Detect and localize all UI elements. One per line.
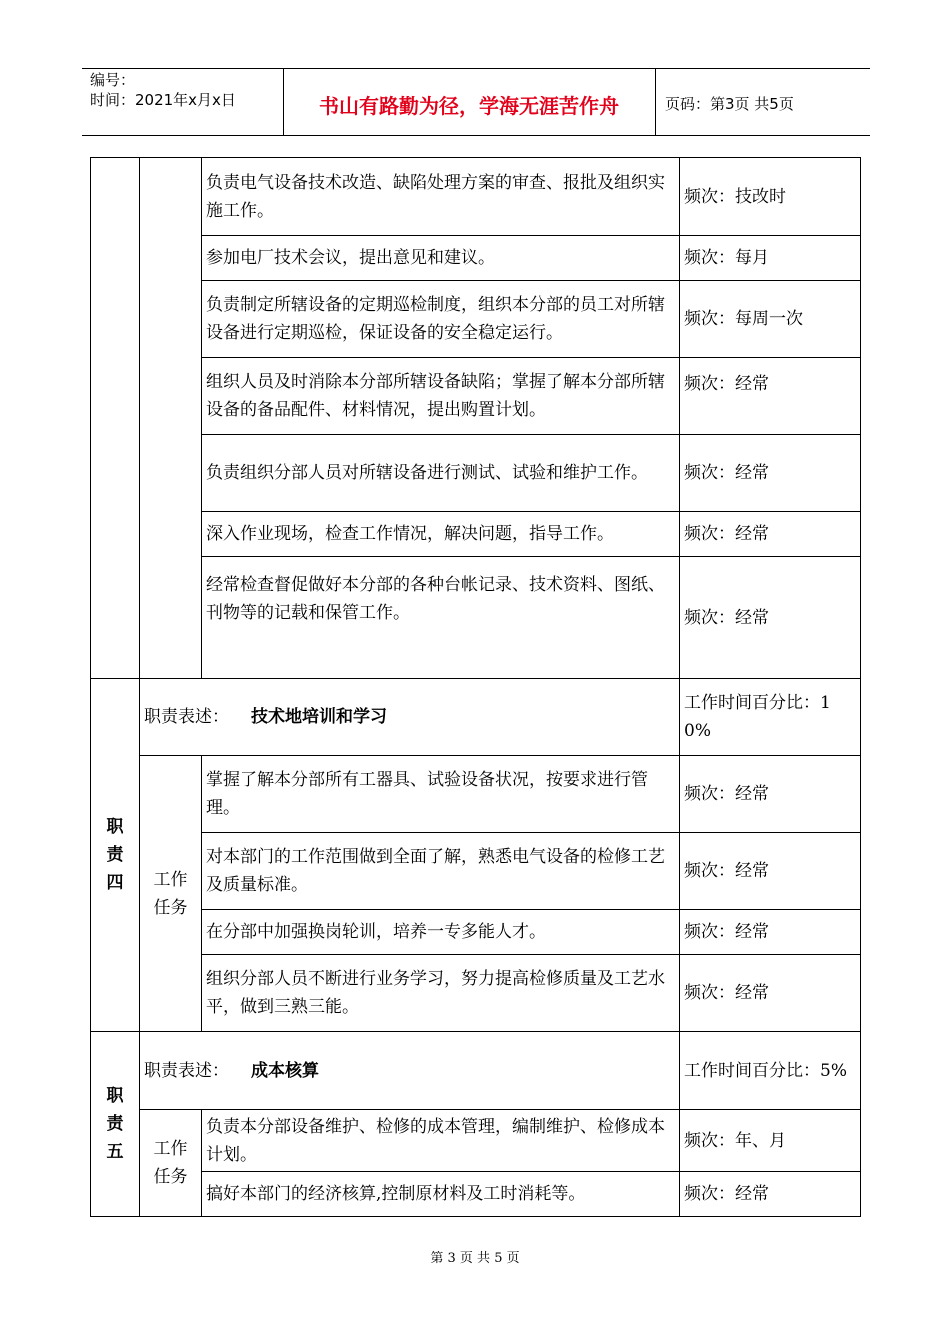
description-title: 技术地培训和学习 — [251, 707, 387, 727]
page-footer: 第 3 页 共 5 页 — [430, 1251, 520, 1266]
header-page-info: 页码：第3页 共5页 — [665, 95, 794, 113]
task-text: 在分部中加强换岗轮训，培养一专多能人才。 — [202, 910, 680, 955]
section3-label-cell — [91, 158, 140, 679]
table-row — [91, 281, 861, 358]
task-frequency: 频次：经常 — [680, 358, 861, 435]
task-frequency: 频次：经常 — [680, 557, 861, 679]
task-frequency: 频次：经常 — [680, 435, 861, 512]
section4-description — [140, 679, 680, 756]
table-row — [91, 955, 861, 1032]
time-percentage: 工作时间百分比：10% — [680, 679, 861, 756]
task-text: 深入作业现场，检查工作情况，解决问题，指导工作。 — [202, 512, 680, 557]
task-text: 搞好本部门的经济核算,控制原材料及工时消耗等。 — [202, 1172, 680, 1217]
task-frequency: 频次：经常 — [680, 955, 861, 1032]
task-text: 负责本分部设备维护、检修的成本管理，编制维护、检修成本计划。 — [202, 1110, 680, 1172]
header-time: 时间：2021年x月x日 — [90, 91, 236, 109]
description-title: 成本核算 — [251, 1060, 319, 1081]
table-row — [91, 833, 861, 910]
time-percentage: 工作时间百分比：5% — [680, 1032, 861, 1110]
task-frequency: 频次：技改时 — [680, 158, 861, 236]
header-bottom-rule — [82, 135, 870, 136]
section5-description — [140, 1032, 680, 1110]
header-divider-right — [655, 68, 656, 135]
table-row — [91, 236, 861, 281]
task-frequency: 频次：经常 — [680, 833, 861, 910]
task-frequency: 频次：年、月 — [680, 1110, 861, 1172]
table-row — [91, 679, 861, 756]
header-top-rule — [82, 68, 870, 69]
section5-label: 职 责 五 — [91, 1032, 140, 1217]
table-row — [91, 1110, 861, 1172]
duty-table — [90, 157, 861, 1217]
task-text: 经常检查督促做好本分部的各种台帐记录、技术资料、图纸、刊物等的记载和保管工作。 — [202, 557, 680, 679]
task-text: 掌握了解本分部所有工器具、试验设备状况，按要求进行管理。 — [202, 756, 680, 833]
header-motto: 书山有路勤为径，学海无涯苦作舟 — [319, 94, 619, 118]
table-row — [91, 910, 861, 955]
table-row — [91, 1172, 861, 1217]
table-row — [91, 512, 861, 557]
section4-task-label: 工作 任务 — [140, 756, 202, 1032]
task-text: 组织人员及时消除本分部所辖设备缺陷；掌握了解本分部所辖设备的备品配件、材料情况，提出购置计划。 — [202, 358, 680, 435]
task-text: 负责电气设备技术改造、缺陷处理方案的审查、报批及组织实施工作。 — [202, 158, 680, 236]
task-text: 组织分部人员不断进行业务学习，努力提高检修质量及工艺水平，做到三熟三能。 — [202, 955, 680, 1032]
table-row — [91, 358, 861, 435]
task-frequency: 频次：经常 — [680, 756, 861, 833]
table-row — [91, 756, 861, 833]
section4-label: 职 责 四 — [91, 679, 140, 1032]
task-text: 负责组织分部人员对所辖设备进行测试、试验和维护工作。 — [202, 435, 680, 512]
table-row — [91, 557, 861, 679]
task-text: 对本部门的工作范围做到全面了解，熟悉电气设备的检修工艺及质量标准。 — [202, 833, 680, 910]
description-label: 职责表述： — [144, 707, 229, 727]
table-row — [91, 1032, 861, 1110]
task-frequency: 频次：每月 — [680, 236, 861, 281]
task-frequency: 频次：经常 — [680, 1172, 861, 1217]
header-meta — [90, 70, 236, 110]
table-row — [91, 158, 861, 236]
section5-task-label: 工作 任务 — [140, 1110, 202, 1217]
table-row — [91, 435, 861, 512]
task-text: 参加电厂技术会议，提出意见和建议。 — [202, 236, 680, 281]
task-text: 负责制定所辖设备的定期巡检制度，组织本分部的员工对所辖设备进行定期巡检，保证设备的安全稳定运行。 — [202, 281, 680, 358]
section3-task-label-cell — [140, 158, 202, 679]
task-frequency: 频次：每周一次 — [680, 281, 861, 358]
description-label: 职责表述： — [144, 1060, 229, 1081]
task-frequency: 频次：经常 — [680, 910, 861, 955]
header-number: 编号： — [90, 71, 136, 89]
task-frequency: 频次：经常 — [680, 512, 861, 557]
